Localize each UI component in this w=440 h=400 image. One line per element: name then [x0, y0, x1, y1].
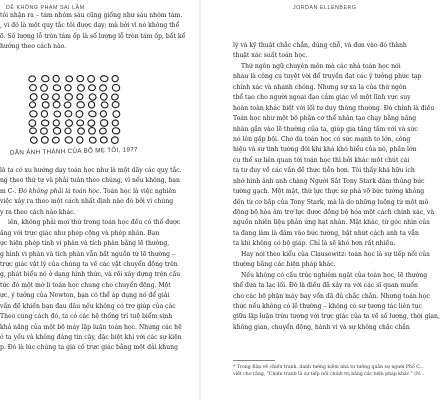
right-running-header: JORDAN ELLENBERG	[293, 5, 357, 11]
text-line: g, phát biểu nó ở dạng hình thức, và rồi xây dựng trên cấu	[0, 271, 181, 279]
drawn-circle	[40, 127, 48, 135]
text-line: nó lên gấp bội. Cho dù toán học có sức mạnh to lớn, công	[233, 135, 411, 143]
text-line: ực hiện phép tính vi phân và tích phân bằng lẽ thường,	[0, 240, 170, 248]
drawn-circle	[77, 120, 84, 126]
drawn-circle	[40, 84, 48, 92]
text-line: cho các bộ phận máy bay vốn đã đủ chắc chắn. Nhưng toán học	[233, 292, 430, 300]
drawn-circle	[29, 110, 37, 117]
text-line: hoàn toàn khác biệt với lối tư duy thông thường. Đó chính là điều	[233, 104, 435, 112]
text-line: g hình vi phân và tích phân vẫn bắt nguồn từ lẽ thường –	[0, 250, 176, 258]
text-line: là ta có xu hướng dạy toán học như là một dãy các quy tắc.	[0, 167, 182, 174]
drawn-circle	[65, 119, 73, 127]
text-line: tường gạch. Một mặt, thứ lực thực sự phá vỡ bức tường không	[233, 188, 425, 196]
text-line: p. Đó là lúc chúng ta gia cố trực giác bằng một dải khung	[0, 344, 178, 352]
text-line: * Trong Bàn về chiến tranh, danh tướng kiêm nhà tư tưởng quân sự người Phổ C...	[233, 365, 424, 370]
right-body-text	[233, 41, 440, 333]
drawn-circle	[75, 110, 83, 118]
left-top-paragraph	[0, 11, 188, 53]
text-line: vấn đề khiến bạn đau đầu nếu không có trợ giúp của các	[0, 302, 176, 310]
drawn-circle	[77, 76, 84, 82]
drawn-circle	[65, 75, 73, 82]
left-running-header: DỄ KHÔNG PHẠM SAI LẦM	[6, 5, 85, 11]
drawn-circle	[53, 75, 60, 82]
text-line: việc xảy ra theo một cách nhất định nào đó bởi vì chúng	[0, 198, 174, 206]
drawn-circle	[76, 136, 83, 143]
drawn-circle	[100, 137, 107, 143]
drawn-circle	[89, 128, 96, 135]
text-line: thuật xác suất toán học.	[233, 52, 308, 60]
drawn-circle	[87, 119, 95, 127]
drawn-circle	[65, 93, 73, 101]
text-line: Toán học như một bộ phận cơ thể nhân tạo chạy bằng năng	[233, 115, 417, 123]
text-line: nhau là công cụ tuyệt vời để truyền đạt các ý tưởng phức tạp	[233, 73, 422, 81]
text-line: tôi nhận ra – tám nhóm sáu cũng giống như sáu nhóm tám.	[0, 12, 183, 19]
text-line: õ. Số lượng lỗ tròn tám ốp là số lượng lỗ tròn tám ốp, bất kể	[0, 32, 186, 40]
drawn-circle	[30, 85, 37, 91]
text-line: ng theo thứ tự và phải tuân theo chúng, vì nếu không, bạn	[0, 177, 180, 185]
text-line: thường bằng các biện pháp khác.	[233, 261, 336, 269]
drawn-circle	[53, 84, 61, 91]
drawn-circle	[29, 93, 37, 101]
text-line: không gian, chuyển động, hành vi và sự không chắc chắn	[233, 323, 410, 331]
drawn-circle	[99, 127, 107, 134]
drawn-circle	[100, 110, 107, 117]
drawn-circle	[77, 84, 85, 92]
drawn-circle	[30, 136, 38, 144]
text-line: đến từ cơ bắp của Tony Stark, mà là do những luồng từ một mô	[233, 198, 429, 206]
drawn-circle	[89, 136, 97, 143]
text-line: , vì đó là một quy tắc tôi được dạy; mà bởi vì nó không thể	[0, 22, 180, 30]
drawn-circle	[88, 101, 95, 108]
drawn-circle	[112, 127, 120, 134]
drawn-circle	[52, 93, 60, 101]
text-line: khả năng của một bộ máy lập luận toán học. Nhưng các hệ	[0, 323, 182, 331]
text-line: Thứ ngôn ngữ chuyên môn mà các nhà toán học nói	[241, 62, 401, 70]
drawn-circle	[89, 85, 96, 91]
text-line: nhớ hình ảnh anh chàng Người Sắt Tony Stark đâm thủng bức	[233, 177, 425, 185]
drawn-circle	[100, 75, 108, 82]
drawn-circle	[52, 136, 60, 143]
right-page	[200, 0, 440, 400]
text-line: giữa lập luận trừu tượng với trực giác của ta về số lượng, thời gian,	[233, 313, 440, 321]
drawn-circle	[112, 75, 119, 82]
drawn-circle	[87, 75, 95, 83]
emphasis-text: Đó không phải là toán học.	[18, 187, 102, 195]
text-line: ó ta yếu và không đáng tin cậy, đặc biệt khi với các sự kiện	[0, 334, 182, 341]
text-line: hiệu và sự tinh tường đôi khi khá khó hiểu của nó, phần lớn	[233, 146, 417, 154]
hand-drawn-circle-grid	[27, 74, 123, 146]
drawn-circle	[76, 94, 83, 101]
footnote	[233, 364, 425, 378]
drawn-circle	[112, 102, 119, 108]
drawn-circle	[53, 119, 60, 126]
drawn-circle	[41, 110, 48, 117]
drawn-circle	[28, 119, 36, 127]
text-line: Theo cùng cách đó, ta có các hệ thống trí tuệ biểm sinh	[0, 313, 173, 321]
drawn-circle	[53, 110, 61, 117]
text-line: tức đó một mớ lí toán học chung cho chuyển động. Một	[0, 281, 171, 289]
text-line: thể tạo cho người ngoại đạo cảm giác về một lĩnh vực suy	[233, 94, 411, 102]
drawn-circle	[41, 94, 48, 100]
drawn-circle	[29, 101, 36, 108]
drawn-circle	[99, 84, 107, 92]
text-line: trực giác vật lý của chúng ta về các vật chuyển động trên	[0, 260, 178, 268]
left-body-text	[0, 166, 188, 354]
drawn-circle	[88, 110, 96, 117]
drawn-circle	[53, 127, 61, 135]
text-line: thể đưa ta lạc lối. Đó là điều đã xảy ra với các sĩ quan muốn	[233, 282, 418, 290]
drawn-circle	[112, 84, 120, 92]
drawn-circle	[112, 120, 119, 127]
drawn-circle	[41, 75, 49, 82]
text-line: iên, không phải mọi thứ trong toán học đều có thể được	[8, 219, 181, 227]
text-line: nguồn nhiên liệu phản ứng hạt nhân. Mặt khác, từ góc nhìn của	[233, 219, 430, 227]
drawn-circle	[64, 128, 71, 135]
drawn-circle	[77, 127, 85, 135]
figure-caption: DÃN ẢNH THÀNH CỦA BỐ MẸ TÔI, 1977	[9, 146, 139, 157]
drawn-circle	[65, 136, 73, 143]
drawn-circle	[41, 137, 48, 144]
drawn-circle	[63, 101, 71, 108]
drawn-circle	[111, 93, 119, 100]
drawn-circle	[77, 101, 85, 108]
text-line: viết cho rằng, "Chiến tranh là sự tiếp nối chính trị bằng các biện pháp khác." (N...	[233, 372, 425, 377]
drawn-circle	[111, 136, 119, 144]
drawn-circle	[100, 119, 108, 127]
text-line: chính xác và nhanh chóng. Nhưng sự xa lạ của thứ ngôn	[233, 83, 407, 91]
text-line: ta tư duy về các vấn đề thực tiễn hơn. Tôi thấy khá hữu ích	[233, 167, 415, 175]
drawn-circle	[42, 101, 50, 109]
drawn-circle	[28, 75, 36, 82]
left-page	[0, 0, 200, 400]
text-line: nhân gắn vào lẽ thường của ta, giúp gia tăng tầm với và sức	[233, 125, 418, 133]
text-line: ăng với trực giác như phép cộng và phép nhân. Bạn	[0, 229, 160, 237]
footnote-rule	[233, 360, 275, 361]
text-line: thức nếu không có lẽ thường – không có sự tương tác liên tục	[233, 302, 422, 310]
drawn-circle	[53, 101, 60, 108]
drawn-circle	[101, 101, 109, 108]
drawn-circle	[65, 111, 72, 117]
text-line: lý và kỹ thuật chắc chắn, đúng chỗ, và đưa vào đó thành	[233, 42, 407, 49]
text-line: ta đang làm là đâm vào bức tường, bật nhứt cách anh ta vẫn	[233, 229, 419, 237]
drawn-circle	[100, 94, 107, 101]
text-line: cụ thể sự liên quan tới toán học thì bởi khác một chút cái	[233, 156, 410, 164]
drawn-circle	[89, 93, 97, 101]
drawn-circle	[41, 120, 49, 127]
text-line: động bộ hòa âm trợ lực được đồng bộ hóa một cách chính xác, và	[233, 209, 435, 216]
drawn-circle	[65, 84, 72, 91]
text-line: y ra theo cách nào khác.	[0, 208, 76, 216]
drawn-circle	[112, 110, 120, 118]
text-line: ta khi không có bộ giáp. Chỉ là sẽ khó hơn rất nhiều.	[233, 240, 396, 248]
text-line: ực, ý tưởng của Newton, bạn có thể áp dụng nó để giải	[0, 292, 170, 300]
text-line: Nếu không có cấu trúc nghiêm ngặt của toán học, lẽ thường	[241, 271, 428, 279]
text-line: m C-. Đó không phải là toán học. Toán học là việc nghiên	[0, 187, 177, 195]
text-line: hướng theo cách nào.	[0, 43, 67, 51]
drawn-circle	[30, 128, 37, 134]
text-line: Hay nói theo kiểu của Clausewitz: toán học là sự tiếp nối của	[241, 250, 430, 258]
